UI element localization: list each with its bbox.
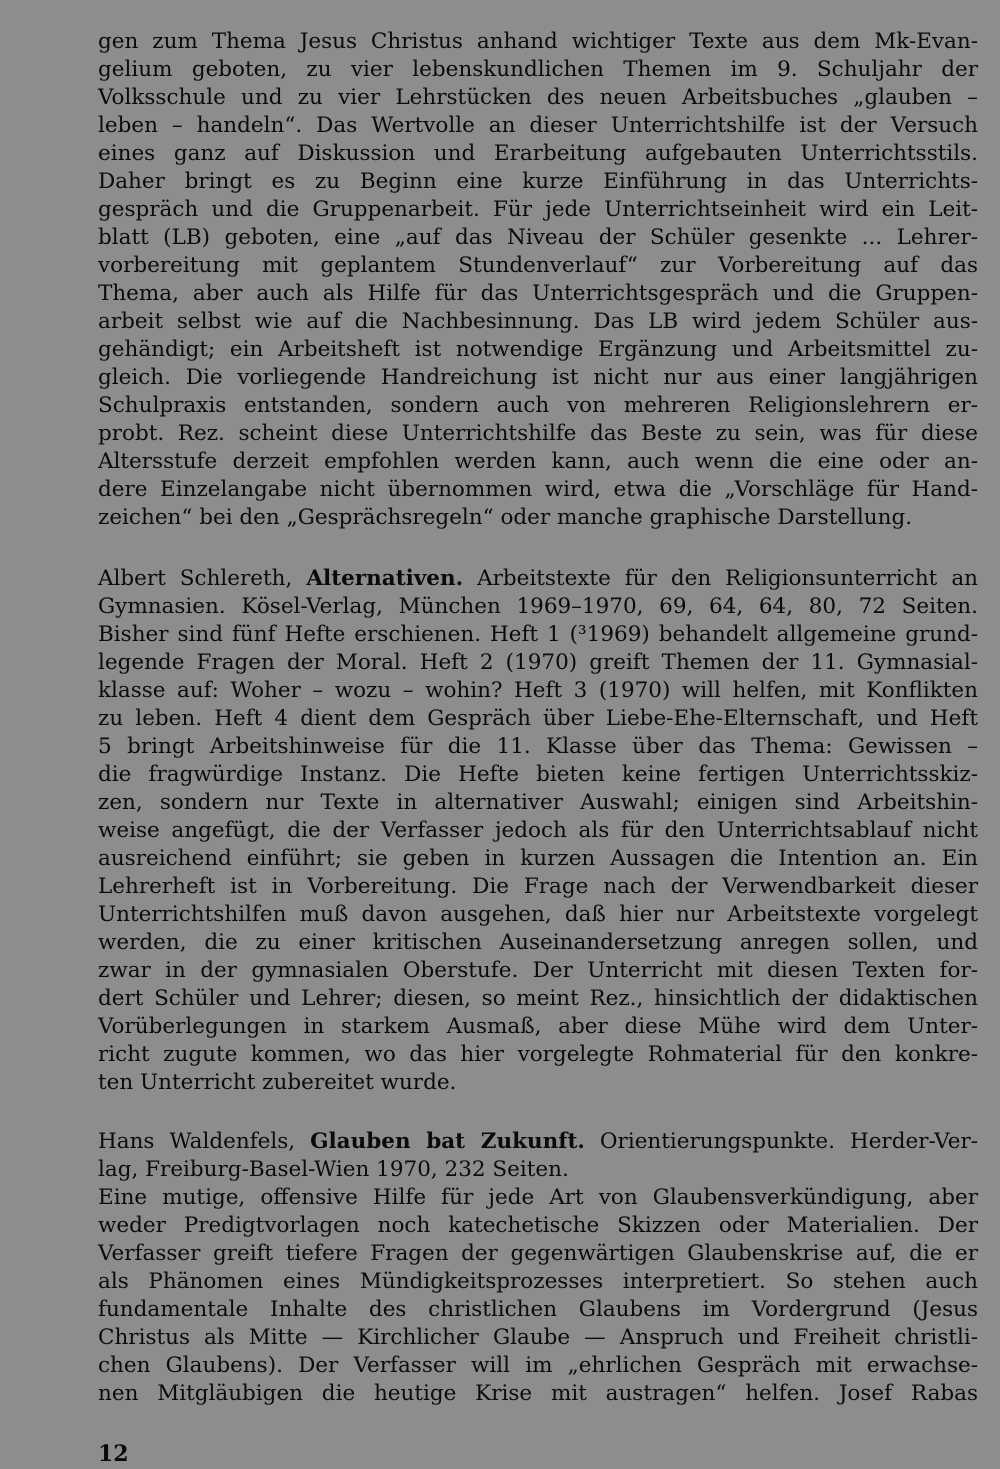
text-line: weder Predigtvorlagen noch katechetische Skizzen oder Materialien. Der <box>98 1213 978 1238</box>
text-line: zu leben. Heft 4 dient dem Gespräch über Liebe-Ehe-Elternschaft, und Heft <box>98 706 978 731</box>
text-line: Vorüberlegungen in starkem Ausmaß, aber diese Mühe wird dem Unter- <box>98 1014 978 1039</box>
review-waldenfels <box>98 1128 978 1408</box>
review-author: Albert Schlereth, <box>98 566 293 591</box>
text-line: dere Einzelangabe nicht übernommen wird, etwa die „Vorschläge für Hand- <box>98 477 978 502</box>
text-line: zeichen“ bei den „Gesprächsregeln“ oder manche graphische Darstellung. <box>98 505 913 530</box>
review-header-line <box>98 1128 978 1156</box>
text-line: vorbereitung mit geplantem Stundenverlauf“ zur Vorbereitung auf das <box>98 253 978 278</box>
text-line: klasse auf: Woher – wozu – wohin? Heft 3 (1970) will helfen, mit Konflikten <box>98 678 978 703</box>
text-line: Thema, aber auch als Hilfe für das Unterrichtsgespräch und die Gruppen- <box>98 281 978 306</box>
text-line: nen Mitgläubigen die heutige Krise mit austragen“ helfen. <box>98 1381 821 1406</box>
text-line: gehändigt; ein Arbeitsheft ist notwendige Ergänzung und Arbeitsmittel zu- <box>98 337 978 362</box>
text-line: Altersstufe derzeit empfohlen werden kann, auch wenn die eine oder an- <box>98 449 978 474</box>
text-line: ausreichend einführt; sie geben in kurzen Aussagen die Intention an. Ein <box>98 846 978 871</box>
text-line: richt zugute kommen, wo das hier vorgelegte Rohmaterial für den konkre- <box>98 1042 978 1067</box>
text-line: gelium geboten, zu vier lebenskundlichen Themen im 9. Schuljahr der <box>98 57 978 82</box>
text-line: gleich. Die vorliegende Handreichung ist nicht nur aus einer langjährigen <box>98 365 978 390</box>
review-continued <box>98 28 978 532</box>
review-header-rest: Arbeitstexte für den Religionsunterricht an <box>477 566 978 591</box>
text-line: fundamentale Inhalte des christlichen Glaubens im Vordergrund (Jesus <box>98 1297 978 1322</box>
text-line: legende Fragen der Moral. Heft 2 (1970) greift Themen der 11. Gymnasial- <box>98 650 978 675</box>
review-book-title: Glauben bat Zukunft. <box>310 1129 585 1154</box>
text-line: blatt (LB) geboten, eine „auf das Niveau der Schüler gesenkte ... Lehrer- <box>98 225 978 250</box>
text-line: Christus als Mitte — Kirchlicher Glaube — Anspruch und Freiheit christli- <box>98 1325 978 1350</box>
text-line: Unterrichtshilfen muß davon ausgehen, daß hier nur Arbeitstexte vorgelegt <box>98 902 978 927</box>
text-line: probt. Rez. scheint diese Unterrichtshilfe das Beste zu sein, was für diese <box>98 421 978 446</box>
review-schlereth <box>98 565 978 1097</box>
final-line-with-signature <box>98 1380 978 1408</box>
text-line: gespräch und die Gruppenarbeit. Für jede Unterrichtseinheit wird ein Leit- <box>98 197 978 222</box>
text-line: chen Glaubens). Der Verfasser will im „ehrlichen Gespräch mit erwachse- <box>98 1353 978 1378</box>
review-author: Hans Waldenfels, <box>98 1129 296 1154</box>
text-line: zwar in der gymnasialen Oberstufe. Der Unterricht mit diesen Texten for- <box>98 958 978 983</box>
text-line: Verfasser greift tiefere Fragen der gegenwärtigen Glaubenskrise auf, die er <box>98 1241 978 1266</box>
text-line: dert Schüler und Lehrer; diesen, so meint Rez., hinsichtlich der didaktischen <box>98 986 978 1011</box>
reviewer-signature: Josef Rabas <box>838 1381 978 1406</box>
review-book-title: Alternativen. <box>306 566 464 591</box>
page-number: 12 <box>98 1441 129 1467</box>
text-line: gen zum Thema Jesus Christus anhand wichtiger Texte aus dem Mk-Evan- <box>98 29 978 54</box>
text-line: 5 bringt Arbeitshinweise für die 11. Klasse über das Thema: Gewissen – <box>98 734 978 759</box>
text-line: zen, sondern nur Texte in alternativer Auswahl; einigen sind Arbeitshin- <box>98 790 978 815</box>
text-line: als Phänomen eines Mündigkeitsprozesses interpretiert. So stehen auch <box>98 1269 978 1294</box>
text-line: Eine mutige, offensive Hilfe für jede Art von Glaubensverkündigung, aber <box>98 1185 978 1210</box>
text-line: weise angefügt, die der Verfasser jedoch als für den Unterrichtsablauf nicht <box>98 818 978 843</box>
review-header-rest: Orientierungspunkte. Herder-Ver- <box>599 1129 978 1154</box>
text-line: Lehrerheft ist in Vorbereitung. Die Frage nach der Verwendbarkeit dieser <box>98 874 978 899</box>
text-line: ten Unterricht zubereitet wurde. <box>98 1070 457 1095</box>
text-line: leben – handeln“. Das Wertvolle an dieser Unterrichtshilfe ist der Versuch <box>98 113 978 138</box>
text-line: werden, die zu einer kritischen Auseinandersetzung anregen sollen, und <box>98 930 978 955</box>
text-line: Schulpraxis entstanden, sondern auch von mehreren Religionslehrern er- <box>98 393 978 418</box>
text-line: die fragwürdige Instanz. Die Hefte bieten keine fertigen Unterrichtsskiz- <box>98 762 978 787</box>
text-line: Gymnasien. Kösel-Verlag, München 1969–1970, 69, 64, 64, 80, 72 Seiten. <box>98 594 978 619</box>
review-header-line <box>98 565 978 593</box>
text-line: Volksschule und zu vier Lehrstücken des neuen Arbeitsbuches „glauben – <box>98 85 978 110</box>
text-line: arbeit selbst wie auf die Nachbesinnung. Das LB wird jedem Schüler aus- <box>98 309 978 334</box>
text-line: eines ganz auf Diskussion und Erarbeitung aufgebauten Unterrichtsstils. <box>98 141 978 166</box>
text-line: lag, Freiburg-Basel-Wien 1970, 232 Seiten. <box>98 1157 569 1182</box>
text-line: Daher bringt es zu Beginn eine kurze Einführung in das Unterrichts- <box>98 169 978 194</box>
text-line: Bisher sind fünf Hefte erschienen. Heft 1 (³1969) behandelt allgemeine grund- <box>98 622 978 647</box>
